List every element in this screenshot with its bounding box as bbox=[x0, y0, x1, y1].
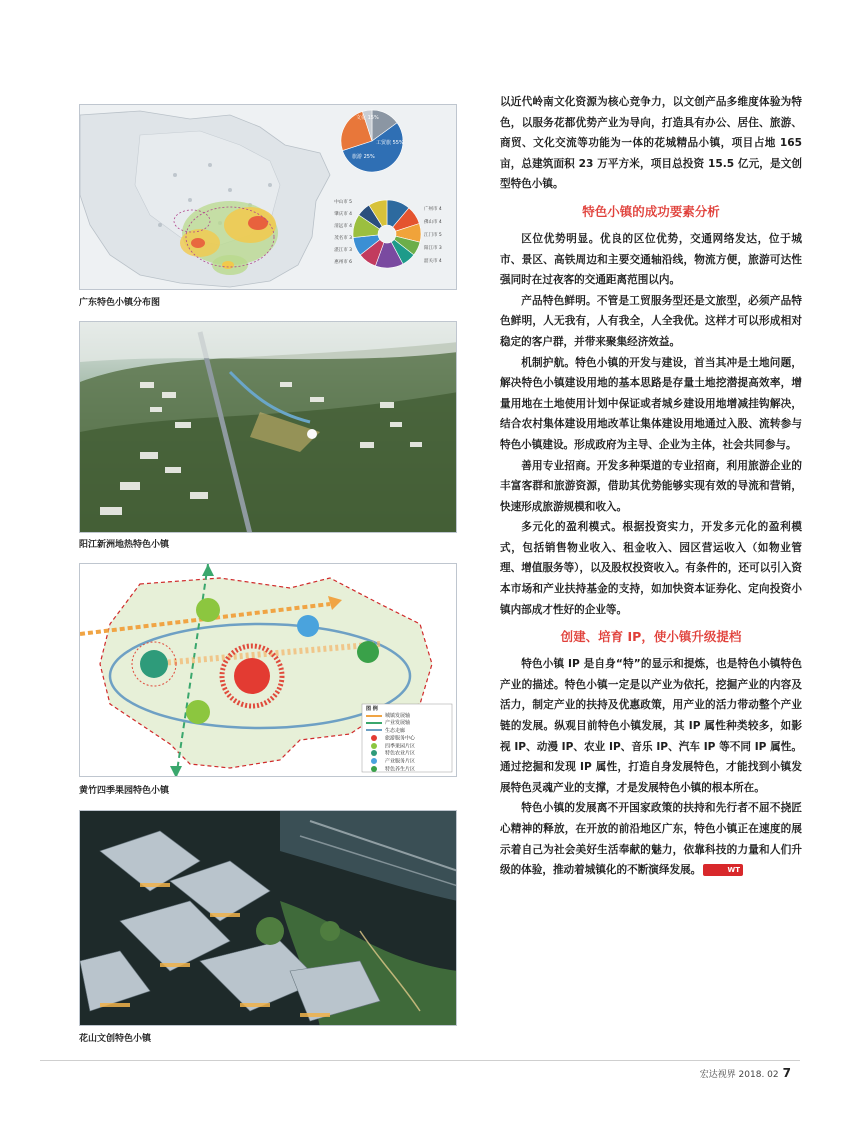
paragraph-ip: 特色小镇 IP 是自身“特”的显示和提炼，也是特色小镇特色产业的描述。特色小镇一定是以产业为依托，挖掘产业的内容及活力，制定产业的扶持及优惠政策，用产业的活力带动整个产业链的发展。纵观目前特色小镇发展，其 IP 属性种类较多，如影视 IP、动漫 IP、农业 IP、音乐 IP、汽车 IP 等不同 IP 属性。通过挖掘和发现 IP 属性，打造自身发展特色，才能找到小镇发展特色灵魂产业的支撑，才是发展特色小镇的根本所在。 bbox=[500, 658, 802, 794]
article-text-column bbox=[500, 92, 802, 881]
donut-label-culture: 文化 15% bbox=[356, 115, 379, 121]
paragraph-investment: 善用专业招商。开发多种渠道的专业招商，利用旅游企业的丰富客群和旅游资源，借助其优势能够实现有效的导流和营销，快速形成旅游规模和收入。 bbox=[500, 459, 802, 513]
map-caption: 广东特色小镇分布图 bbox=[79, 298, 161, 308]
night-aerial-image bbox=[80, 811, 457, 1026]
legend-swatch-1 bbox=[366, 715, 382, 717]
section-heading-success-factors: 特色小镇的成功要素分析 bbox=[582, 203, 720, 219]
legend-swatch-6 bbox=[371, 750, 377, 756]
intro-paragraph: 以近代岭南文化资源为核心竞争力，以文创产品多维度体验为特色，以服务花都优势产业为导向，打造具有办公、居住、旅游、商贸、文化交流等功能为一体的花城精品小镇，项目占地 165 亩，总建筑面积 23 万平方米，项目总投资 15.5 亿元，是文创型特色小镇。 bbox=[500, 96, 802, 191]
planning-diagram-figure bbox=[79, 563, 457, 777]
page-footer bbox=[700, 1066, 791, 1080]
footer-publication: 宏达视界 2018. 02 bbox=[699, 1070, 779, 1080]
legend-swatch-7 bbox=[371, 758, 377, 764]
night-aerial-figure bbox=[79, 810, 457, 1026]
legend-title: 图 例 bbox=[366, 706, 378, 712]
legend-swatch-3 bbox=[366, 729, 382, 731]
paragraph-product: 产品特色鲜明。不管是工贸服务型还是文旅型，必须产品特色鲜明，人无我有，人有我全，人全我优。这样才可以形成相对稳定的客户群，并带来聚集经济效益。 bbox=[500, 294, 802, 348]
legend-swatch-4 bbox=[371, 735, 377, 741]
paragraph-profit-model: 多元化的盈利模式。根据投资实力，开发多元化的盈利模式，包括销售物业收入、租金收入、园区营运收入（如物业管理、增值服务等），以及股权投资收入。有条件的，还可以引入资本市场和产业扶持基金的支持，如加快资本证券化、定向投资小镇内部成才性好的企业等。 bbox=[500, 521, 802, 616]
legend-swatch-8 bbox=[371, 766, 377, 772]
paragraph-location: 区位优势明显。优良的区位优势，交通网络发达，位于城市、景区、高铁周边和主要交通轴沿线，物流方便，旅游可达性强同时在过夜客的交通距离范围以内。 bbox=[500, 232, 802, 287]
page-number: 7 bbox=[782, 1066, 791, 1080]
aerial1-caption: 阳江新洲地热特色小镇 bbox=[79, 540, 170, 550]
legend-swatch-2 bbox=[366, 722, 382, 724]
end-mark-badge: WT bbox=[703, 864, 743, 876]
section-heading-ip: 创建、培育 IP，使小镇升级提档 bbox=[560, 629, 742, 645]
distribution-map-figure bbox=[79, 104, 457, 290]
paragraph-mechanism: 机制护航。特色小镇的开发与建设，首当其冲是土地问题，解决特色小镇建设用地的基本思路是存量土地挖潜提高效率，增量用地在土地使用计划中保证或者城乡建设用地增减挂钩解决，结合农村集体建设用地改革让集体建设用地通过入股、流转参与特色小镇建设。形成政府为主导、企业为主体，社会共同参与。 bbox=[500, 356, 802, 451]
plan-legend: 图 例 城镇发展轴 产业发展轴 生态走廊 旅游服务中心 四季果园片区 特色农业片区 产业服务片区 特色养生片区 bbox=[366, 706, 416, 773]
plan-caption: 黄竹四季果园特色小镇 bbox=[79, 786, 170, 796]
donut-label-industry: 工贸旅 55% bbox=[376, 140, 404, 146]
footer-divider bbox=[40, 1060, 800, 1061]
pie-labels-left: 中山市 5 肇庆市 4 清远市 4 茂名市 3 湛江市 3 惠州市 6 bbox=[334, 200, 352, 265]
aerial-render-image bbox=[80, 322, 457, 533]
legend-swatch-5 bbox=[371, 743, 377, 749]
aerial2-caption: 花山文创特色小镇 bbox=[79, 1034, 152, 1044]
city-count-pie-chart bbox=[352, 199, 422, 269]
donut-label-tourism: 旅游 25% bbox=[352, 154, 375, 160]
pie-labels-right: 广州市 4 佛山市 4 江门市 5 阳江市 3 韶关市 4 bbox=[424, 207, 442, 264]
paragraph-conclusion: 特色小镇的发展离不开国家政策的扶持和先行者不屈不挠匠心精神的释放，在开放的前沿地区广东，特色小镇正在速度的展示着自己为社会美好生活奉献的魅力，依靠科技的力量和人们升级的体验，推动着城镇化的不断演绎发展。 WT bbox=[500, 802, 802, 877]
aerial-render-figure bbox=[79, 321, 457, 533]
